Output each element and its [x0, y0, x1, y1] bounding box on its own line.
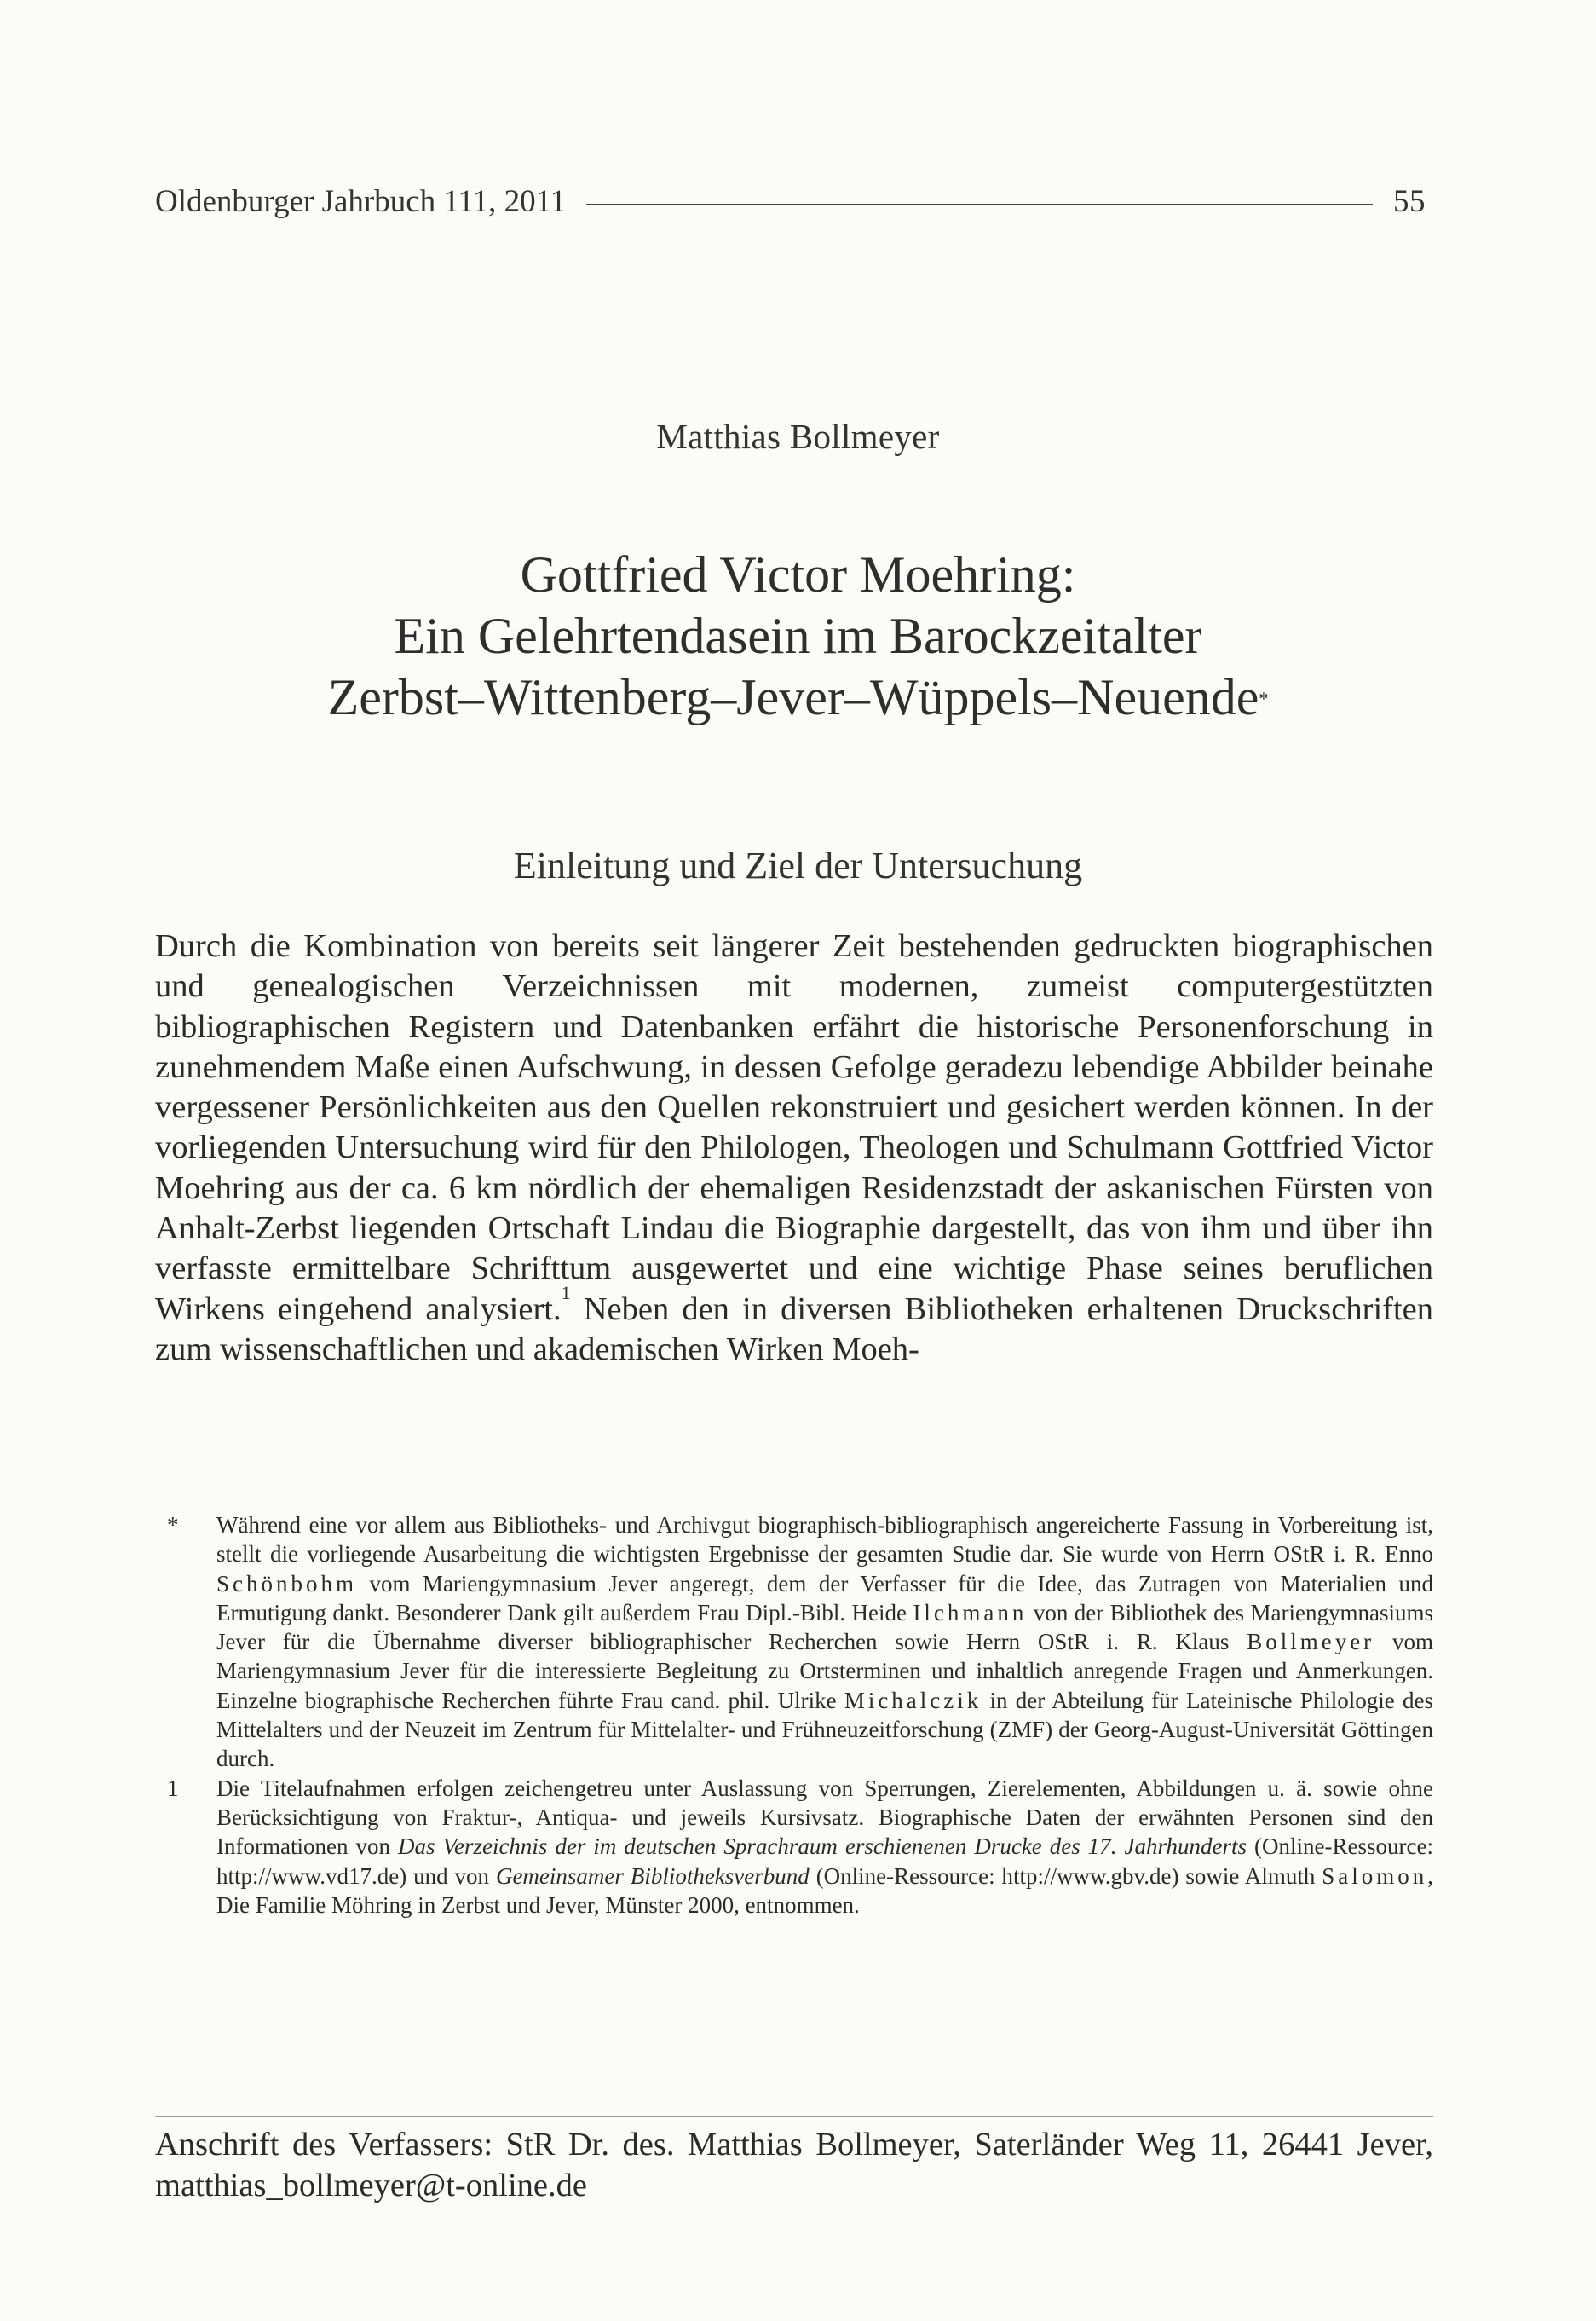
- person-name: Schönbohm: [216, 1570, 358, 1596]
- body-paragraph: [155, 927, 1433, 1370]
- footnote-1: [155, 1774, 1433, 1920]
- footnote-text-segment: in der Abteilung für Lateinische Philologie des Mittelalters und der Neuzeit im Zentrum für Mittelalter- und Frühneuzeitforschung (ZMF) der Georg-August-Universität Göttingen durch.: [216, 1687, 1433, 1772]
- title-line-1: Gottfried Victor Moehring:: [520, 546, 1076, 603]
- cited-work-title: Das Verzeichnis der im deutschen Sprachraum erschienenen Drucke des 17. Jahrhunderts: [397, 1833, 1247, 1860]
- footnote-text-segment: (Online-Ressource: http://www.vd17.de) und von: [216, 1833, 1433, 1889]
- footnote-text: [216, 1774, 1433, 1920]
- title-line-3-text: Zerbst–Wittenberg–Jever–Wüppels–Neuende: [327, 669, 1259, 725]
- footnote-text-segment: vom Mariengymnasium Jever für die interessierte Begleitung zu Ortsterminen und inhaltlich anregende Fragen und Anmerkungen. Einzelne biographische Recherchen führte Frau cand. phil. Ulrike: [216, 1629, 1433, 1713]
- journal-citation: Oldenburger Jahrbuch 111, 2011: [155, 184, 567, 219]
- body-text-part-2: Neben den in diversen Bibliotheken erhaltenen Druckschriften zum wissenschaftlichen und akademischen Wirken Moeh-: [155, 1290, 1433, 1367]
- footnote-mark: *: [167, 1512, 179, 1538]
- page-number: 55: [1393, 184, 1426, 219]
- footnote-text-segment: Die Titelaufnahmen erfolgen zeichengetreu unter Auslassung von Sperrungen, Zierelementen, Abbildungen u. ä. sowie ohne Berücksichtigung von Fraktur-, Antiqua- und jeweils Kursivsatz. Biographische Daten der erwähnten Personen sind den Informationen von: [216, 1775, 1433, 1860]
- footnote-star: [155, 1510, 1433, 1774]
- person-name: Ilchmann: [913, 1599, 1028, 1625]
- footnote-text: [216, 1510, 1433, 1774]
- article-title: [0, 544, 1596, 728]
- footnote-mark: 1: [167, 1775, 179, 1801]
- title-line-3: [0, 667, 1596, 728]
- footnotes: [155, 1510, 1433, 1920]
- body-text-part-1: Durch die Kombination von bereits seit längerer Zeit bestehenden gedruckten biographischen und genealogischen Verzeichnissen mit modernen, zumeist computergestützten bibliographischen Registern und Datenbanken erfährt die historische Personenforschung in zunehmendem Maße einen Aufschwung, in dessen Gefolge geradezu lebendige Abbilder beinahe vergessener Persönlichkeiten aus den Quellen rekonstruiert und gesichert werden können. In der vorliegenden Untersuchung wird für den Philologen, Theologen und Schulmann Gottfried Victor Moehring aus der ca. 6 km nördlich der ehemaligen Residenzstadt der askanischen Fürsten von Anhalt-Zerbst liegenden Ortschaft Lindau die Biographie dargestellt, das von ihm und über ihn verfasste ermittelbare Schrifttum ausgewertet und eine wichtige Phase seines beruflichen Wirkens eingehend analysiert.: [155, 928, 1433, 1327]
- person-name: Michalczik: [844, 1687, 982, 1713]
- footnote-ref-1[interactable]: 1: [561, 1281, 571, 1303]
- section-heading: Einleitung und Ziel der Untersuchung: [513, 845, 1083, 886]
- footnote-text-segment: Während eine vor allem aus Bibliotheks- und Archivgut biographisch-bibliographisch angereicherte Fassung in Vorbereitung ist, stellt die vorliegende Ausarbeitung die wichtigsten Ergebnisse der gesamten Studie dar. Sie wurde von Herrn OStR i. R. Enno: [216, 1512, 1433, 1568]
- footnote-text-segment: von der Bibliothek des Mariengymnasiums Jever für die Übernahme diverser bibliographischer Recherchen sowie Herrn OStR i. R. Klaus: [216, 1599, 1433, 1655]
- person-name: Bollmeyer: [1247, 1629, 1375, 1655]
- footnote-text-segment: vom Mariengymnasium Jever angeregt, dem der Verfasser für die Idee, das Zutragen von Materialien und Ermutigung dankt. Besonderer Dank gilt außerdem Frau Dipl.-Bibl. Heide: [216, 1570, 1433, 1625]
- person-name: Salomon: [1322, 1862, 1428, 1889]
- footnote-text-segment: (Online-Ressource: http://www.gbv.de) sowie Almuth: [809, 1862, 1322, 1889]
- author-name: Matthias Bollmeyer: [656, 417, 940, 456]
- header-rule: [586, 204, 1373, 205]
- address-rule: [155, 2116, 1433, 2117]
- title-footnote-marker[interactable]: *: [1259, 688, 1269, 709]
- author-address: Anschrift des Verfassers: StR Dr. des. Matthias Bollmeyer, Saterländer Weg 11, 26441 Jever, matthias_bollmeyer@t-online.de: [155, 2127, 1433, 2203]
- footnote-text-segment: , Die Familie Möhring in Zerbst und Jever, Münster 2000, entnommen.: [216, 1862, 1433, 1918]
- cited-work-title: Gemeinsamer Bibliotheksverbund: [495, 1862, 810, 1889]
- title-line-2: Ein Gelehrtendasein im Barockzeitalter: [394, 608, 1202, 664]
- running-head: [155, 183, 1426, 220]
